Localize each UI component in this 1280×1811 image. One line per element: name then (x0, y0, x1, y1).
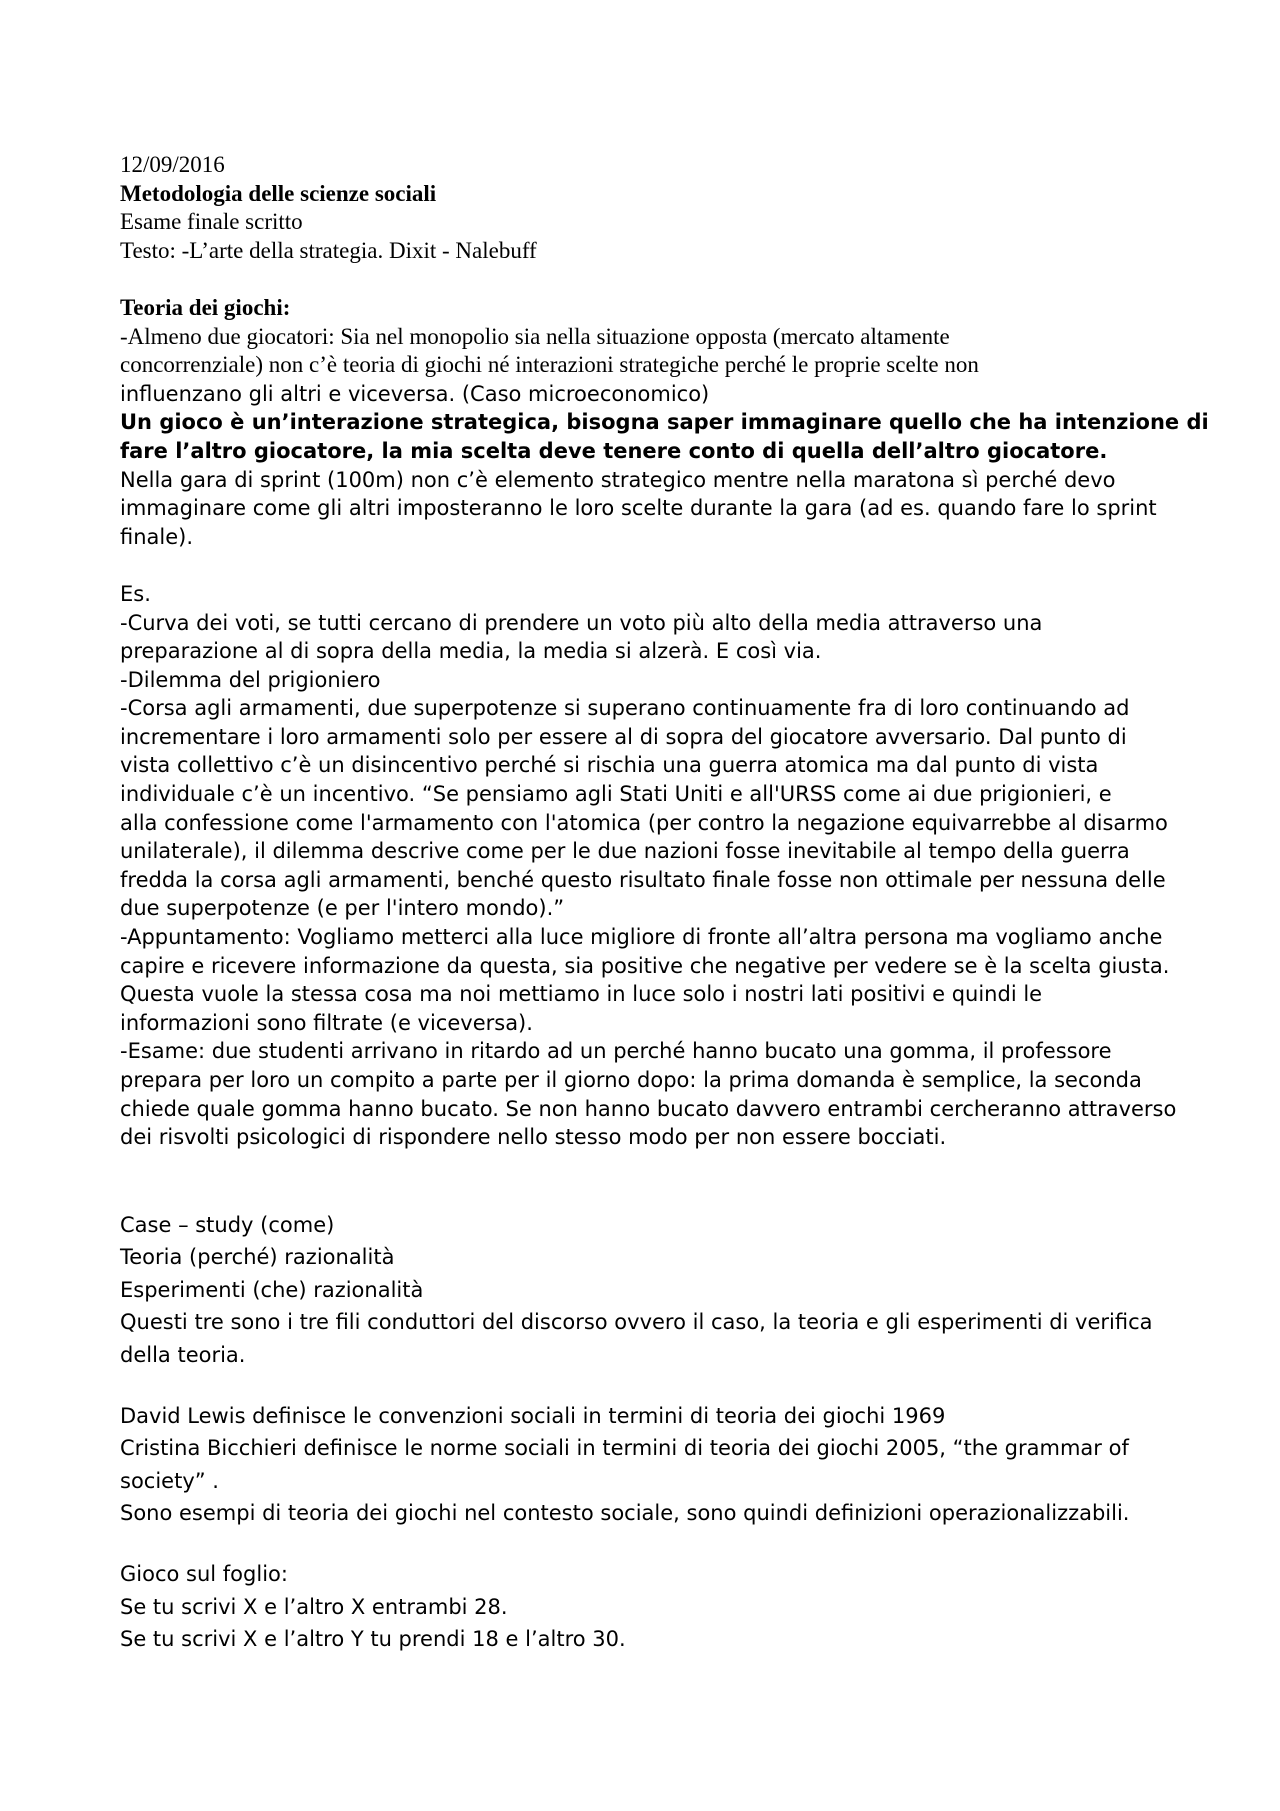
example-line: fredda la corsa agli armamenti, benché questo risultato finale fosse non ottimale per nessuna delle (120, 867, 1166, 892)
example-line: -Dilemma del prigioniero (120, 667, 381, 692)
example-line: incrementare i loro armamenti solo per essere al di sopra del giocatore avversario. Dal punto di (120, 724, 1127, 749)
thread-line: della teoria. (120, 1342, 246, 1367)
paragraph-line: immaginare come gli altri imposteranno le loro scelte durante la gara (ad es. quando fare lo sprint (120, 496, 1157, 521)
examples-list (120, 609, 1177, 1152)
sheet-game-line: Se tu scrivi X e l’altro Y tu prendi 18 e l’altro 30. (120, 1627, 626, 1652)
sheet-game-line: Se tu scrivi X e l’altro X entrambi 28. (120, 1594, 508, 1619)
author-line: Sono esempi di teoria dei giochi nel contesto sociale, sono quindi definizioni operazionalizzabili. (120, 1501, 1130, 1526)
example-line: dei risvolti psicologici di rispondere nello stesso modo per non essere bocciati. (120, 1125, 947, 1150)
author-line: Cristina Bicchieri definisce le norme sociali in termini di teoria dei giochi 2005, “the grammar of (120, 1436, 1129, 1461)
authors-section (120, 1400, 1170, 1530)
paragraph-line: Nella gara di sprint (100m) non c’è elemento strategico mentre nella maratona sì perché devo (120, 467, 1116, 492)
example-line: unilaterale), il dilemma descrive come per le due nazioni fosse inevitabile al tempo della guerra (120, 839, 1130, 864)
exam-type: Esame finale scritto (120, 209, 303, 235)
thread-line: Esperimenti (che) razionalità (120, 1277, 424, 1302)
example-line: Questa vuole la stessa cosa ma noi mettiamo in luce solo i nostri lati positivi e quindi le (120, 982, 1043, 1007)
paragraph-line: influenzano gli altri e viceversa. (Caso microeconomico) (120, 381, 710, 406)
thread-line: Case – study (come) (120, 1212, 335, 1237)
paragraph-line: finale). (120, 524, 194, 549)
course-title: Metodologia delle scienze sociali (120, 180, 437, 206)
paragraph-line: -Almeno due giocatori: Sia nel monopolio sia nella situazione opposta (mercato altamente (120, 323, 950, 349)
author-line: David Lewis definisce le convenzioni sociali in termini di teoria dei giochi 1969 (120, 1403, 946, 1428)
section-heading-game-theory: Teoria dei giochi: (120, 294, 291, 320)
paragraph-line: concorrenziale) non c’è teoria di giochi né interazioni strategiche perché le proprie scelte non (120, 352, 979, 378)
example-line: -Corsa agli armamenti, due superpotenze si superano continuamente fra di loro continuando ad (120, 696, 1130, 721)
example-line: vista collettivo c’è un disincentivo perché si rischia una guerra atomica ma dal punto di vista (120, 753, 1099, 778)
example-line: prepara per loro un compito a parte per il giorno dopo: la prima domanda è semplice, la seconda (120, 1068, 1142, 1092)
example-line: -Esame: due studenti arrivano in ritardo ad un perché hanno bucato una gomma, il professore (120, 1039, 1112, 1064)
example-line: capire e ricevere informazione da questa, sia positive che negative per vedere se è la scelta giusta. (120, 953, 1170, 978)
thread-line: Teoria (perché) razionalità (120, 1245, 395, 1270)
example-line: individuale c’è un incentivo. “Se pensiamo agli Stati Uniti e all'URSS come ai due prigionieri, e (120, 782, 1112, 807)
document-body (120, 151, 1209, 1656)
sheet-game-section (120, 1558, 1170, 1656)
author-line: society” . (120, 1468, 219, 1493)
example-line: -Curva dei voti, se tutti cercano di prendere un voto più alto della media attraverso una (120, 610, 1043, 635)
text-reference: Testo: -L’arte della strategia. Dixit - Nalebuff (120, 237, 537, 263)
thread-line: Questi tre sono i tre fili conduttori del discorso ovvero il caso, la teoria e gli esperimenti di verifica (120, 1310, 1153, 1335)
definition-line: Un gioco è un’interazione strategica, bisogna saper immaginare quello che ha intenzione di (120, 410, 1209, 435)
examples-label: Es. (120, 581, 151, 606)
example-line: alla confessione come l'armamento con l'atomica (per contro la negazione equivarrebbe al disarmo (120, 810, 1168, 835)
example-line: informazioni sono filtrate (e viceversa). (120, 1010, 533, 1035)
example-line: due superpotenze (e per l'intero mondo).” (120, 896, 565, 921)
example-line: -Appuntamento: Vogliamo metterci alla luce migliore di fronte all’altra persona ma vogliamo anche (120, 925, 1163, 950)
sheet-game-line: Gioco sul foglio: (120, 1562, 288, 1587)
example-line: preparazione al di sopra della media, la media si alzerà. E così via. (120, 639, 822, 664)
example-line: chiede quale gomma hanno bucato. Se non hanno bucato davvero entrambi cercheranno attraverso (120, 1096, 1177, 1121)
date: 12/09/2016 (120, 152, 225, 177)
threads-section (120, 1209, 1170, 1372)
definition-line: fare l’altro giocatore, la mia scelta deve tenere conto di quella dell’altro giocatore. (120, 438, 1108, 463)
